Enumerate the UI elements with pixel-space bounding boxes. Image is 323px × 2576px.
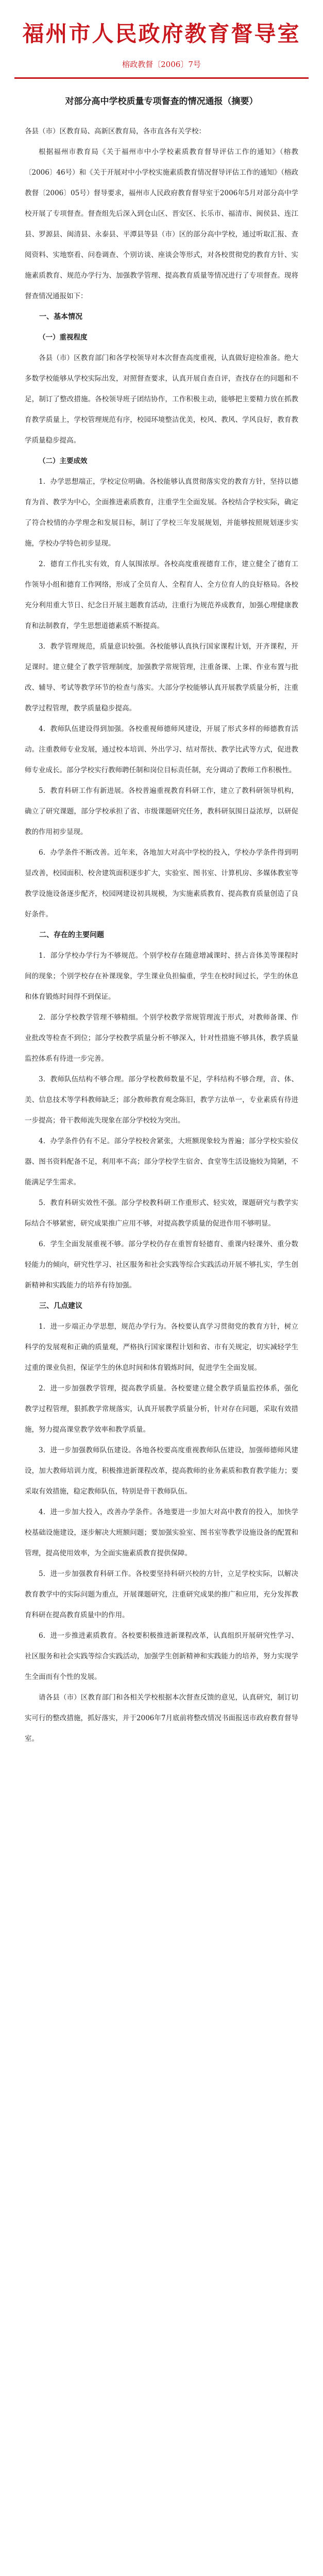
- body-paragraph: 根据福州市教育局《关于福州市中小学校素质教育督导评估工作的通知》（榕教〔2006〕46号）和《关于开展对中小学校实施素质教育情况督导评估工作的通知》（榕政教督〔2006〕05号）督导要求，福州市人民政府教育督导室于2006年5月对部分高中学校开展了专项督查。督查组先后深入到仓山区、晋安区、长乐市、福清市、闽侯县、连江县、罗源县、闽清县、永泰县、平潭县等县（市）区的部分高中学校，通过听取汇报、查阅资料、实地察看、问卷调查、个别访谈、座谈会等形式，对各校贯彻党的教育方针、实施素质教育、规范办学行为、加强教学管理、提高教育质量等情况进行了专项督查。现将督查情况通报如下：: [25, 148, 298, 300]
- body-paragraph: 2．德育工作扎实有效，育人氛围浓厚。各校高度重视德育工作，建立健全了德育工作领导小组和德育工作网络，形成了全员育人、全程育人、全方位育人的良好格局。各校充分利用重大节日、纪念日开展主题教育活动，注重行为规范养成教育，加强心理健康教育和法制教育，学生思想道德素质不断提高。: [25, 560, 298, 630]
- body-paragraph: 4．办学条件仍有不足。部分学校校舍紧张，大班额现象较为普遍；部分学校实验仪器、图书资料配备不足，利用率不高；部分学校学生宿舍、食堂等生活设施较为简陋，不能满足学生需求。: [25, 1137, 298, 1187]
- section-heading: 二、存在的主要问题: [39, 931, 104, 939]
- body-paragraph: 2．部分学校教学管理不够精细。个别学校教学常规管理流于形式，对教师备课、作业批改等检查不到位；部分学校教学质量分析不够深入，针对性措施不够具体，教学质量监控体系有待进一步完善。: [25, 1013, 298, 1063]
- body-paragraph: 1．进一步端正办学思想，规范办学行为。各校要认真学习贯彻党的教育方针，树立科学的发展观和正确的质量观，严格执行国家课程计划和省、市有关规定，切实减轻学生过重的课业负担，保证学生的休息时间和体育锻炼时间，促进学生全面发展。: [25, 1323, 298, 1372]
- body-paragraph: 5．进一步加强教育科研工作。各校要坚持科研兴校的方针，立足学校实际，以解决教育教学中的实际问题为重点，开展课题研究，注重研究成果的推广和应用，充分发挥教育科研在提高教育质量中的作用。: [25, 1570, 298, 1619]
- body-paragraph: 6．学生全面发展重视不够。部分学校仍存在重智育轻德育、重课内轻课外、重分数轻能力的倾向，研究性学习、社区服务和社会实践等综合实践活动开展不够扎实，学生创新精神和实践能力的培养有待加强。: [25, 1240, 298, 1290]
- addressee: 各县（市）区教育局、高新区教育局，各市直各有关学校：: [25, 127, 206, 135]
- body-paragraph: 3．教师队伍结构不够合理。部分学校教师数量不足，学科结构不够合理，音、体、美、信息技术等学科教师缺乏；部分教师教育观念陈旧，教学方法单一，专业素质有待进一步提高；骨干教师流失现象在部分学校较为突出。: [25, 1075, 298, 1125]
- letterhead-divider: [14, 77, 309, 79]
- body-paragraph: 3．进一步加强教师队伍建设。各地各校要高度重视教师队伍建设，加强师德师风建设，加大教师培训力度，积极推进新课程改革，提高教师的业务素质和教育教学能力；要采取有效措施，稳定教师队伍，特别是骨干教师队伍。: [25, 1446, 298, 1496]
- body-paragraph: 1．部分学校办学行为不够规范。个别学校存在随意增减课时、挤占音体美等课程时间的现象；个别学校存在补课现象，学生课业负担偏重，学生在校时间过长，学生的休息和体育锻炼时间得不到保证。: [25, 952, 298, 1001]
- body-paragraph: 6．办学条件不断改善。近年来，各地加大对高中学校的投入，学校办学条件得到明显改善，校园面积、校舍建筑面积逐步扩大，实验室、图书室、计算机房、多媒体教室等教学设施设备逐步配齐，校园网建设初具规模，为实施素质教育、提高教育质量创造了良好条件。: [25, 849, 298, 919]
- body-paragraph: 6．进一步推进素质教育。各校要积极推进新课程改革，认真组织开展研究性学习、社区服务和社会实践等综合实践活动，加强学生创新精神和实践能力的培养，努力实现学生全面而有个性的发展。: [25, 1632, 298, 1681]
- section-heading: 一、基本情况: [39, 313, 82, 321]
- paragraph-list: [25, 142, 298, 1749]
- document-number: 榕政教督〔2006〕7号: [122, 60, 201, 69]
- body-paragraph: 5．教育科研工作有新进展。各校普遍重视教育科研工作，建立了教科研领导机构，确立了研究课题，部分学校承担了省、市级课题研究任务，教科研氛围日益浓厚，以研促教的作用初步显现。: [25, 787, 298, 836]
- section-heading: （二）主要成效: [39, 457, 88, 465]
- body-paragraph: 2．进一步加强教学管理，提高教学质量。各校要建立健全教学质量监控体系，强化教学过程管理，狠抓教学常规落实，认真开展教学质量分析，针对存在问题，采取有效措施，努力提高课堂教学效率和教学质量。: [25, 1384, 298, 1434]
- section-heading: 三、几点建议: [39, 1302, 82, 1310]
- body-paragraph: 1．办学思想端正，学校定位明确。各校能够认真贯彻落实党的教育方针，坚持以德育为首、教学为中心，全面推进素质教育，注重学生全面发展。各校结合学校实际，确定了符合校情的办学理念和发展目标，制订了学校三年发展规划，并能够按照规划逐步实施，学校办学特色初步显现。: [25, 478, 298, 548]
- body-paragraph: 4．进一步加大投入，改善办学条件。各地要进一步加大对高中教育的投入，加快学校基础设施建设，逐步解决大班额问题；要加强实验室、图书室等教学设施设备的配置和管理，提高使用效率，为全面实施素质教育提供保障。: [25, 1508, 298, 1557]
- document-title: 对部分高中学校质量专项督查的情况通报（摘要）: [65, 96, 258, 107]
- body-paragraph: 3．教学管理规范，质量意识较强。各校能够认真执行国家课程计划，开齐课程，开足课时。建立健全了教学管理制度，加强教学常规管理，注重备课、上课、作业布置与批改、辅导、考试等教学环节的检查与落实。大部分学校能够认真开展教学质量分析，注重教学过程管理，教学质量稳步提高。: [25, 642, 298, 713]
- body-paragraph: 各县（市）区教育部门和各学校领导对本次督查高度重视，认真做好迎检准备。绝大多数学校能够从学校实际出发，对照督查要求，认真开展自查自评，查找存在的问题和不足，制订了整改措施。各校领导班子团结协作，工作积极主动，能够把主要精力放在抓教育教学质量上，学校管理规范有序，校园环境整洁优美，校风、教风、学风良好，教育教学质量稳步提高。: [25, 354, 298, 445]
- letterhead: [0, 0, 323, 70]
- body-paragraph: 5．教育科研实效性不强。部分学校教科研工作重形式、轻实效，课题研究与教学实际结合不够紧密，研究成果推广应用不够，对提高教学质量的促进作用不够明显。: [25, 1199, 298, 1228]
- document-body: [0, 121, 323, 1749]
- body-paragraph: 4．教师队伍建设得到加强。各校重视师德师风建设，开展了形式多样的师德教育活动。注重教师专业发展，通过校本培训、外出学习、结对帮扶、教学比武等方式，促进教师专业成长。部分学校实行教师聘任制和岗位目标责任制，充分调动了教师工作积极性。: [25, 725, 298, 774]
- letterhead-title: 福州市人民政府教育督导室: [22, 21, 301, 46]
- body-paragraph: 请各县（市）区教育部门和各相关学校根据本次督查反馈的意见，认真研究，制订切实可行的整改措施，抓好落实，并于2006年7月底前将整改情况书面报送市政府教育督导室。: [25, 1693, 298, 1743]
- section-heading: （一）重视程度: [39, 333, 88, 342]
